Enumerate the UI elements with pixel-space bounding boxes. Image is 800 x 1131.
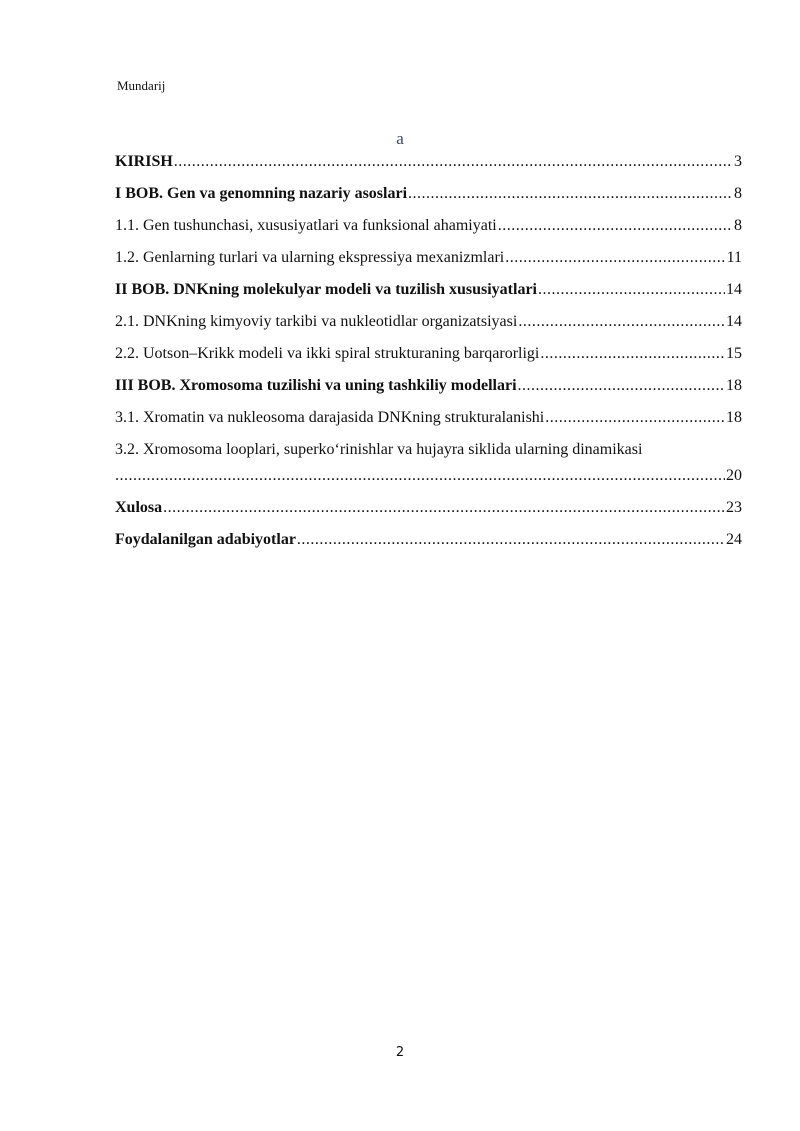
toc-entry-page: 14 [726, 313, 742, 330]
toc-entry-label: II BOB. DNKning molekulyar modeli va tuzilish xususiyatlari [115, 281, 537, 298]
toc-entry-label: 3.1. Xromatin va nukleosoma darajasida DNKning strukturalanishi [115, 409, 545, 426]
page-header-title: Mundarij [117, 78, 166, 93]
toc-dot-leader [540, 344, 725, 364]
toc-entry-chapter-1[interactable] [115, 184, 742, 204]
toc-entry-label: Foydalanilgan adabiyotlar [115, 531, 296, 548]
toc-dot-leader [174, 152, 733, 172]
toc-entry-label: I BOB. Gen va genomning nazariy asoslari [115, 185, 408, 202]
toc-entry-page: 15 [726, 345, 742, 362]
toc-dot-leader [297, 530, 725, 550]
toc-entry-page: 11 [726, 249, 742, 266]
toc-dot-leader [518, 312, 725, 332]
toc-dot-leader [408, 184, 733, 204]
toc-entry-page: 20 [726, 467, 742, 484]
toc-entry-page: 24 [726, 531, 742, 548]
toc-dot-leader [115, 466, 725, 486]
toc-entry-section-2-1[interactable] [115, 312, 742, 332]
toc-entry-page: 3 [734, 153, 742, 170]
toc-entry-label: III BOB. Xromosoma tuzilishi va uning tashkiliy modellari [115, 377, 517, 394]
toc-entry-label: 1.1. Gen tushunchasi, xususiyatlari va funksional ahamiyati [115, 217, 497, 234]
page-header-title-tail: a [396, 129, 404, 148]
toc-entry-page: 8 [734, 217, 742, 234]
toc-entry-page: 18 [726, 377, 742, 394]
toc-entry-section-1-2[interactable] [115, 248, 742, 268]
toc-entry-label: 2.2. Uotson–Krikk modeli va ikki spiral strukturaning barqarorligi [115, 345, 540, 362]
toc-entry-section-2-2[interactable] [115, 344, 742, 364]
toc-dot-leader [545, 408, 725, 428]
toc-entry-chapter-3[interactable] [115, 376, 742, 396]
toc-entry-section-1-1[interactable] [115, 216, 742, 236]
toc-entry-label: Xulosa [115, 499, 163, 516]
toc-entry-adabiyotlar[interactable] [115, 530, 742, 550]
toc-entry-label: 1.2. Genlarning turlari va ularning ekspressiya mexanizmlari [115, 249, 505, 266]
page-number: 2 [395, 1045, 405, 1060]
toc-entry-page: 14 [726, 281, 742, 298]
toc-entry-page: 23 [726, 499, 742, 516]
toc-entry-section-3-1[interactable] [115, 408, 742, 428]
table-of-contents [115, 152, 742, 562]
toc-entry-page: 8 [734, 185, 742, 202]
toc-dot-leader [518, 376, 725, 396]
toc-entry-label: 3.2. Xromosoma looplari, superko‘rinishlar va hujayra siklida ularning dinamikasi [115, 441, 643, 458]
toc-dot-leader [498, 216, 733, 236]
toc-dot-leader [163, 498, 725, 518]
toc-entry-section-3-2[interactable] [115, 440, 742, 486]
toc-entry-kirish[interactable] [115, 152, 742, 172]
toc-entry-label: 2.1. DNKning kimyoviy tarkibi va nukleotidlar organizatsiyasi [115, 313, 518, 330]
toc-dot-leader [505, 248, 725, 268]
toc-entry-chapter-2[interactable] [115, 280, 742, 300]
toc-entry-label: KIRISH [115, 153, 173, 170]
toc-entry-page: 18 [726, 409, 742, 426]
toc-dot-leader [538, 280, 725, 300]
toc-entry-xulosa[interactable] [115, 498, 742, 518]
